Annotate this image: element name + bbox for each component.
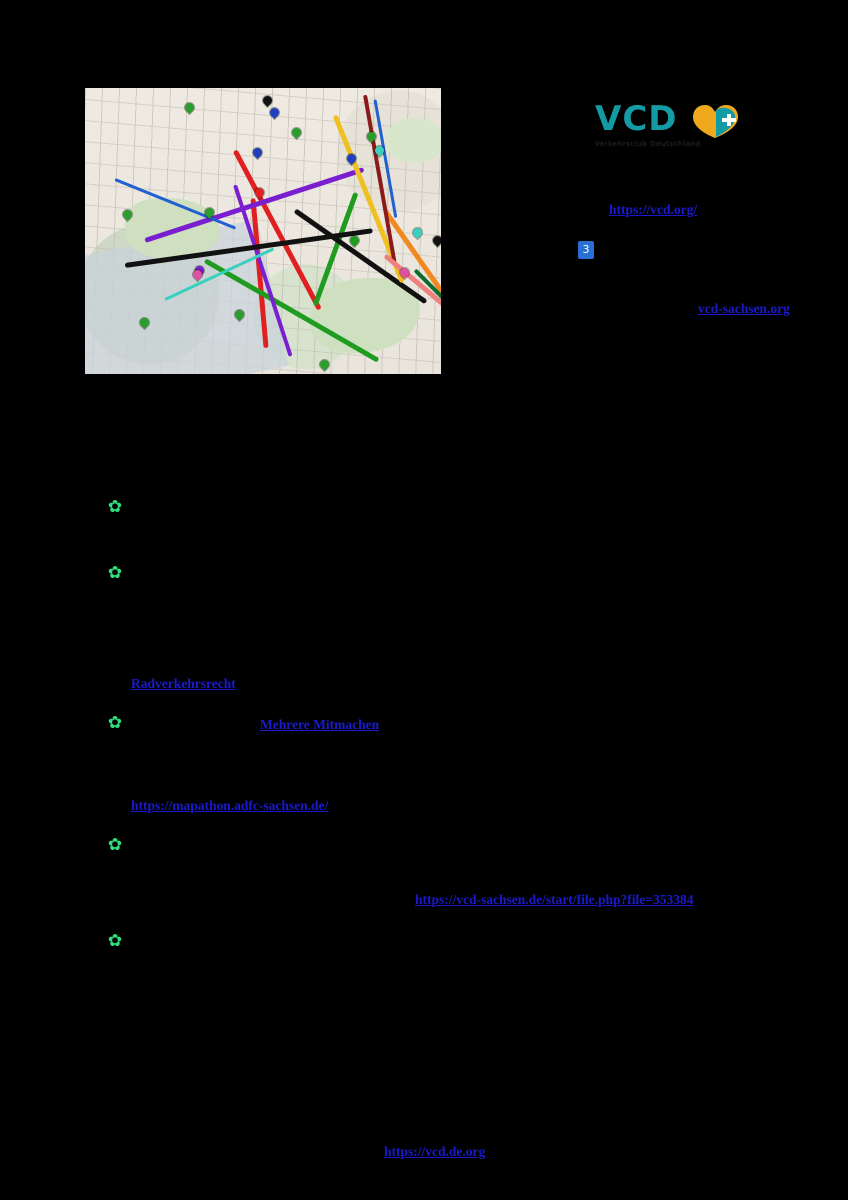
bullet-star-icon: ✿ (107, 835, 123, 855)
bullet-star-icon: ✿ (107, 563, 123, 583)
logo-tagline: Verkehrsclub Deutschland (595, 140, 701, 148)
hyperlink-link_vcd_sachsen[interactable]: vcd-sachsen.org (698, 301, 790, 316)
vcd-logo (595, 100, 740, 158)
hyperlink-link_mapathon[interactable]: https://mapathon.adfc-sachsen.de/ (131, 798, 329, 813)
hyperlink-link_radverkehr[interactable]: Radverkehrsrecht (131, 676, 236, 691)
hyperlink-link_vcd_datei[interactable]: https://vcd-sachsen.de/start/file.php?file=353384 (415, 892, 694, 907)
heart-icon (692, 102, 740, 140)
hyperlink-link_mehr_mobil[interactable]: Mehrere Mitmachen (260, 717, 380, 732)
hyperlink-link_top[interactable]: https://vcd.org/ (609, 202, 698, 217)
logo-wordmark: VCD (595, 99, 678, 139)
map-figure (85, 88, 441, 374)
bullet-star-icon: ✿ (107, 713, 123, 733)
bullet-star-icon: ✿ (107, 931, 123, 951)
hyperlink-link_footer[interactable]: https://vcd.de.org (384, 1144, 486, 1159)
bullet-star-icon: ✿ (107, 497, 123, 517)
map-green-area (385, 118, 441, 163)
status-badge: 3 (578, 241, 594, 259)
